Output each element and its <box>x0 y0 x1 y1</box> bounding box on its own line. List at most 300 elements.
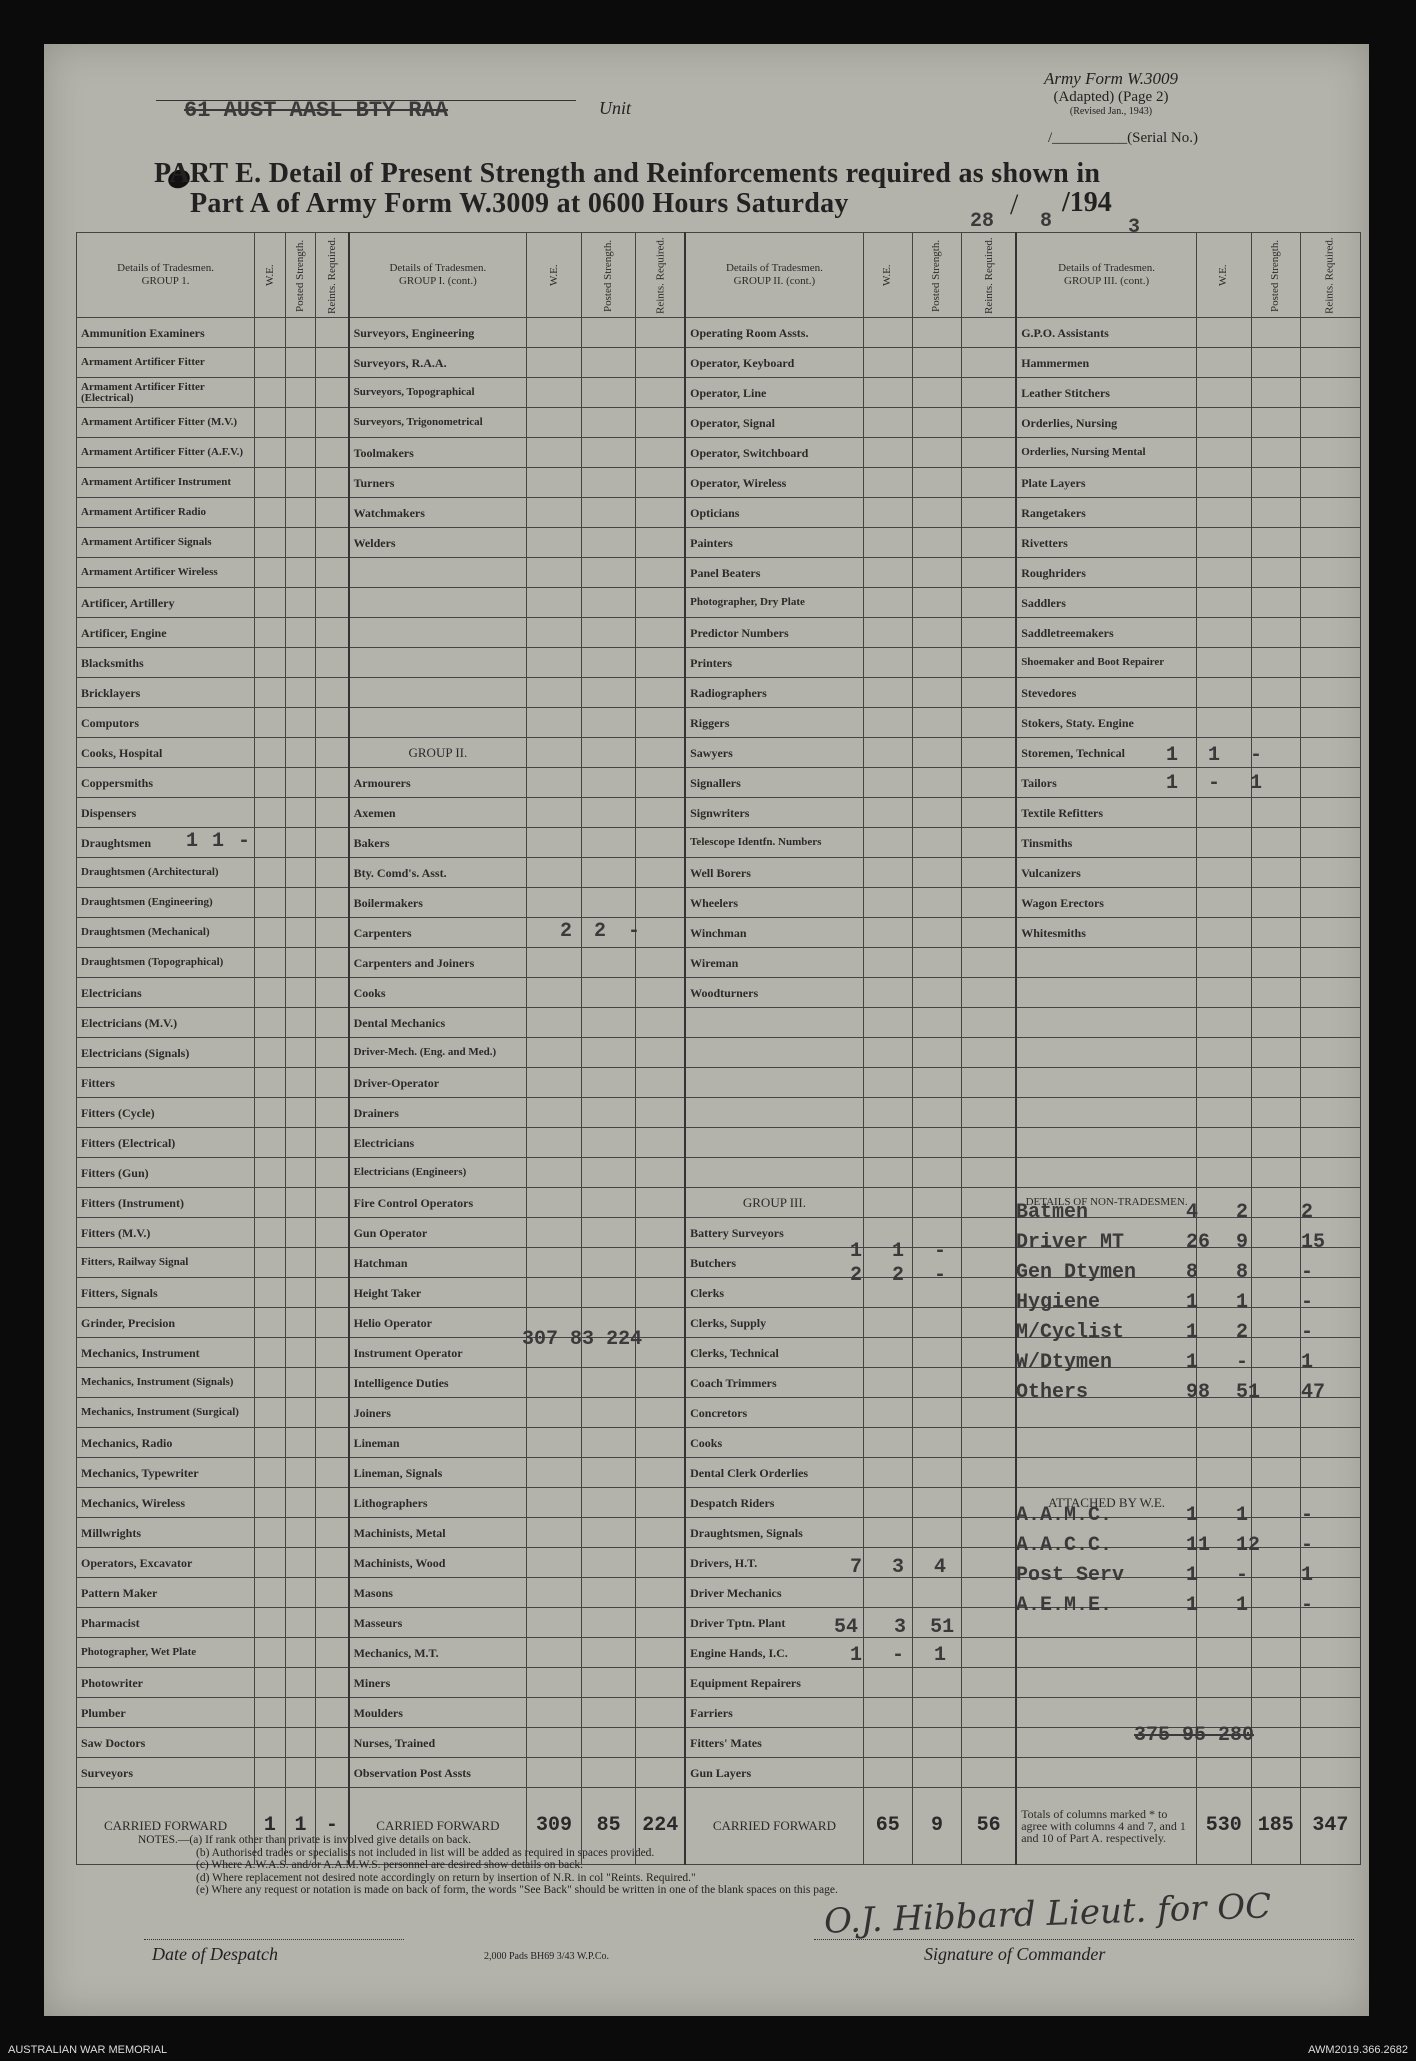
count-cell[interactable] <box>581 498 636 528</box>
count-cell[interactable] <box>1300 1458 1360 1488</box>
count-cell[interactable] <box>316 1548 349 1578</box>
count-cell[interactable] <box>527 348 582 378</box>
count-cell[interactable] <box>962 678 1017 708</box>
count-cell[interactable] <box>527 1698 582 1728</box>
count-cell[interactable] <box>1300 768 1360 798</box>
count-cell[interactable] <box>863 738 912 768</box>
count-cell[interactable] <box>863 1008 912 1038</box>
count-cell[interactable] <box>1196 558 1251 588</box>
count-cell[interactable] <box>255 318 286 348</box>
count-cell[interactable] <box>527 858 582 888</box>
count-cell[interactable] <box>962 378 1017 408</box>
count-cell[interactable] <box>581 828 636 858</box>
count-cell[interactable] <box>316 1368 349 1398</box>
count-cell[interactable] <box>962 648 1017 678</box>
count-cell[interactable] <box>636 1758 685 1788</box>
count-cell[interactable] <box>962 1758 1017 1788</box>
count-cell[interactable] <box>285 1668 316 1698</box>
count-cell[interactable] <box>527 948 582 978</box>
count-cell[interactable] <box>1300 378 1360 408</box>
count-cell[interactable] <box>912 318 961 348</box>
count-cell[interactable] <box>863 1128 912 1158</box>
count-cell[interactable] <box>1251 948 1300 978</box>
count-cell[interactable] <box>285 1488 316 1518</box>
count-cell[interactable] <box>255 918 286 948</box>
count-cell[interactable] <box>863 708 912 738</box>
count-cell[interactable] <box>316 798 349 828</box>
count-cell[interactable] <box>1251 588 1300 618</box>
count-cell[interactable] <box>316 858 349 888</box>
count-cell[interactable] <box>581 1668 636 1698</box>
count-cell[interactable] <box>285 738 316 768</box>
count-cell[interactable] <box>285 1368 316 1398</box>
count-cell[interactable] <box>316 1698 349 1728</box>
count-cell[interactable] <box>285 1338 316 1368</box>
count-cell[interactable] <box>1196 1038 1251 1068</box>
count-cell[interactable] <box>962 1008 1017 1038</box>
count-cell[interactable] <box>1300 1698 1360 1728</box>
count-cell[interactable] <box>636 768 685 798</box>
count-cell[interactable] <box>255 1518 286 1548</box>
count-cell[interactable] <box>285 1158 316 1188</box>
count-cell[interactable] <box>1300 348 1360 378</box>
count-cell[interactable] <box>527 828 582 858</box>
count-cell[interactable] <box>285 498 316 528</box>
count-cell[interactable] <box>863 1728 912 1758</box>
count-cell[interactable] <box>636 318 685 348</box>
count-cell[interactable] <box>316 1068 349 1098</box>
count-cell[interactable] <box>912 648 961 678</box>
count-cell[interactable] <box>636 1278 685 1308</box>
count-cell[interactable] <box>636 1188 685 1218</box>
count-cell[interactable] <box>1300 828 1360 858</box>
count-cell[interactable] <box>912 378 961 408</box>
count-cell[interactable] <box>636 1098 685 1128</box>
count-cell[interactable] <box>1251 708 1300 738</box>
count-cell[interactable] <box>316 1338 349 1368</box>
count-cell[interactable] <box>962 1128 1017 1158</box>
count-cell[interactable] <box>1196 708 1251 738</box>
count-cell[interactable] <box>316 618 349 648</box>
count-cell[interactable] <box>1196 468 1251 498</box>
count-cell[interactable] <box>962 768 1017 798</box>
count-cell[interactable] <box>912 468 961 498</box>
count-cell[interactable] <box>636 1698 685 1728</box>
count-cell[interactable] <box>636 1218 685 1248</box>
count-cell[interactable] <box>636 1608 685 1638</box>
count-cell[interactable] <box>527 708 582 738</box>
count-cell[interactable] <box>912 1068 961 1098</box>
count-cell[interactable] <box>1196 588 1251 618</box>
count-cell[interactable] <box>581 1548 636 1578</box>
count-cell[interactable] <box>285 1128 316 1158</box>
count-cell[interactable] <box>962 588 1017 618</box>
count-cell[interactable] <box>527 768 582 798</box>
count-cell[interactable] <box>285 858 316 888</box>
count-cell[interactable] <box>316 1758 349 1788</box>
count-cell[interactable] <box>636 1398 685 1428</box>
count-cell[interactable] <box>1251 918 1300 948</box>
count-cell[interactable] <box>1251 1248 1300 1278</box>
count-cell[interactable] <box>527 888 582 918</box>
count-cell[interactable] <box>1196 1668 1251 1698</box>
count-cell[interactable] <box>1251 1488 1300 1518</box>
count-cell[interactable] <box>255 378 286 408</box>
count-cell[interactable] <box>912 438 961 468</box>
count-cell[interactable] <box>912 1368 961 1398</box>
count-cell[interactable] <box>316 438 349 468</box>
count-cell[interactable] <box>255 768 286 798</box>
count-cell[interactable] <box>255 1638 286 1668</box>
count-cell[interactable] <box>285 1638 316 1668</box>
count-cell[interactable] <box>636 1428 685 1458</box>
count-cell[interactable] <box>1300 678 1360 708</box>
count-cell[interactable] <box>1196 1428 1251 1458</box>
count-cell[interactable] <box>863 1158 912 1188</box>
count-cell[interactable] <box>581 1488 636 1518</box>
count-cell[interactable] <box>1196 888 1251 918</box>
count-cell[interactable] <box>527 1368 582 1398</box>
count-cell[interactable] <box>912 618 961 648</box>
count-cell[interactable] <box>316 1248 349 1278</box>
count-cell[interactable] <box>912 528 961 558</box>
count-cell[interactable] <box>863 468 912 498</box>
count-cell[interactable] <box>285 468 316 498</box>
count-cell[interactable] <box>962 978 1017 1008</box>
count-cell[interactable] <box>527 798 582 828</box>
count-cell[interactable] <box>912 1578 961 1608</box>
count-cell[interactable] <box>912 1188 961 1218</box>
count-cell[interactable] <box>1251 1098 1300 1128</box>
count-cell[interactable] <box>581 618 636 648</box>
count-cell[interactable] <box>285 1278 316 1308</box>
count-cell[interactable] <box>863 1428 912 1458</box>
count-cell[interactable] <box>636 498 685 528</box>
count-cell[interactable] <box>1251 1278 1300 1308</box>
count-cell[interactable] <box>962 438 1017 468</box>
count-cell[interactable] <box>285 378 316 408</box>
count-cell[interactable] <box>581 1638 636 1668</box>
count-cell[interactable] <box>1251 1188 1300 1218</box>
count-cell[interactable] <box>316 1128 349 1158</box>
count-cell[interactable] <box>962 348 1017 378</box>
count-cell[interactable] <box>1251 1458 1300 1488</box>
count-cell[interactable] <box>863 618 912 648</box>
count-cell[interactable] <box>255 858 286 888</box>
count-cell[interactable] <box>912 558 961 588</box>
count-cell[interactable] <box>316 1308 349 1338</box>
count-cell[interactable] <box>1300 1728 1360 1758</box>
count-cell[interactable] <box>1300 738 1360 768</box>
count-cell[interactable] <box>962 318 1017 348</box>
count-cell[interactable] <box>1251 348 1300 378</box>
count-cell[interactable] <box>255 1278 286 1308</box>
count-cell[interactable] <box>255 1428 286 1458</box>
count-cell[interactable] <box>285 948 316 978</box>
count-cell[interactable] <box>527 1608 582 1638</box>
count-cell[interactable] <box>1251 1758 1300 1788</box>
count-cell[interactable] <box>255 1158 286 1188</box>
count-cell[interactable] <box>912 588 961 618</box>
count-cell[interactable] <box>863 1668 912 1698</box>
count-cell[interactable] <box>1300 1038 1360 1068</box>
count-cell[interactable] <box>581 978 636 1008</box>
count-cell[interactable] <box>255 618 286 648</box>
count-cell[interactable] <box>962 708 1017 738</box>
count-cell[interactable] <box>863 318 912 348</box>
count-cell[interactable] <box>316 498 349 528</box>
count-cell[interactable] <box>285 318 316 348</box>
count-cell[interactable] <box>285 1728 316 1758</box>
count-cell[interactable] <box>255 678 286 708</box>
count-cell[interactable] <box>255 498 286 528</box>
count-cell[interactable] <box>1300 1008 1360 1038</box>
count-cell[interactable] <box>285 918 316 948</box>
count-cell[interactable] <box>527 408 582 438</box>
count-cell[interactable] <box>255 1578 286 1608</box>
count-cell[interactable] <box>581 1578 636 1608</box>
count-cell[interactable] <box>527 978 582 1008</box>
count-cell[interactable] <box>527 1758 582 1788</box>
count-cell[interactable] <box>1300 708 1360 738</box>
count-cell[interactable] <box>962 1098 1017 1128</box>
count-cell[interactable] <box>316 1608 349 1638</box>
count-cell[interactable] <box>285 1188 316 1218</box>
count-cell[interactable] <box>962 1668 1017 1698</box>
count-cell[interactable] <box>316 648 349 678</box>
count-cell[interactable] <box>1251 648 1300 678</box>
count-cell[interactable] <box>636 1158 685 1188</box>
count-cell[interactable] <box>581 1068 636 1098</box>
count-cell[interactable] <box>1251 1428 1300 1458</box>
count-cell[interactable] <box>285 438 316 468</box>
count-cell[interactable] <box>285 588 316 618</box>
count-cell[interactable] <box>1196 318 1251 348</box>
count-cell[interactable] <box>255 1248 286 1278</box>
count-cell[interactable] <box>912 858 961 888</box>
count-cell[interactable] <box>1251 858 1300 888</box>
count-cell[interactable] <box>636 528 685 558</box>
count-cell[interactable] <box>316 1668 349 1698</box>
count-cell[interactable] <box>316 1008 349 1038</box>
count-cell[interactable] <box>863 558 912 588</box>
count-cell[interactable] <box>1300 918 1360 948</box>
count-cell[interactable] <box>1196 828 1251 858</box>
count-cell[interactable] <box>912 1488 961 1518</box>
count-cell[interactable] <box>581 1398 636 1428</box>
count-cell[interactable] <box>1196 348 1251 378</box>
count-cell[interactable] <box>863 828 912 858</box>
count-cell[interactable] <box>285 528 316 558</box>
count-cell[interactable] <box>1300 858 1360 888</box>
count-cell[interactable] <box>962 1728 1017 1758</box>
count-cell[interactable] <box>1300 1638 1360 1668</box>
count-cell[interactable] <box>912 978 961 1008</box>
count-cell[interactable] <box>962 1698 1017 1728</box>
count-cell[interactable] <box>1300 528 1360 558</box>
count-cell[interactable] <box>316 1728 349 1758</box>
count-cell[interactable] <box>285 1248 316 1278</box>
count-cell[interactable] <box>1251 1008 1300 1038</box>
count-cell[interactable] <box>962 1068 1017 1098</box>
count-cell[interactable] <box>863 1458 912 1488</box>
count-cell[interactable] <box>912 768 961 798</box>
count-cell[interactable] <box>255 648 286 678</box>
count-cell[interactable] <box>285 828 316 858</box>
count-cell[interactable] <box>1251 1638 1300 1668</box>
count-cell[interactable] <box>962 1608 1017 1638</box>
count-cell[interactable] <box>636 1038 685 1068</box>
count-cell[interactable] <box>962 558 1017 588</box>
count-cell[interactable] <box>527 678 582 708</box>
count-cell[interactable] <box>912 798 961 828</box>
count-cell[interactable] <box>1251 378 1300 408</box>
count-cell[interactable] <box>527 1578 582 1608</box>
count-cell[interactable] <box>581 1248 636 1278</box>
count-cell[interactable] <box>285 1548 316 1578</box>
count-cell[interactable] <box>1196 678 1251 708</box>
count-cell[interactable] <box>527 618 582 648</box>
count-cell[interactable] <box>285 408 316 438</box>
count-cell[interactable] <box>255 1668 286 1698</box>
count-cell[interactable] <box>1300 798 1360 828</box>
count-cell[interactable] <box>1300 318 1360 348</box>
count-cell[interactable] <box>863 528 912 558</box>
count-cell[interactable] <box>863 1068 912 1098</box>
count-cell[interactable] <box>962 528 1017 558</box>
count-cell[interactable] <box>285 1038 316 1068</box>
count-cell[interactable] <box>636 1338 685 1368</box>
count-cell[interactable] <box>636 1548 685 1578</box>
count-cell[interactable] <box>863 798 912 828</box>
count-cell[interactable] <box>255 1548 286 1578</box>
count-cell[interactable] <box>527 378 582 408</box>
count-cell[interactable] <box>1251 1668 1300 1698</box>
count-cell[interactable] <box>1300 1758 1360 1788</box>
count-cell[interactable] <box>581 948 636 978</box>
count-cell[interactable] <box>581 1008 636 1038</box>
count-cell[interactable] <box>962 1578 1017 1608</box>
count-cell[interactable] <box>636 858 685 888</box>
count-cell[interactable] <box>285 558 316 588</box>
count-cell[interactable] <box>316 1578 349 1608</box>
count-cell[interactable] <box>1196 528 1251 558</box>
count-cell[interactable] <box>1196 618 1251 648</box>
count-cell[interactable] <box>912 1308 961 1338</box>
count-cell[interactable] <box>316 1188 349 1218</box>
count-cell[interactable] <box>285 1098 316 1128</box>
count-cell[interactable] <box>1300 1428 1360 1458</box>
count-cell[interactable] <box>636 1728 685 1758</box>
count-cell[interactable] <box>316 1518 349 1548</box>
count-cell[interactable] <box>316 1638 349 1668</box>
count-cell[interactable] <box>316 708 349 738</box>
count-cell[interactable] <box>636 1668 685 1698</box>
count-cell[interactable] <box>581 648 636 678</box>
count-cell[interactable] <box>581 858 636 888</box>
count-cell[interactable] <box>581 888 636 918</box>
count-cell[interactable] <box>912 1158 961 1188</box>
count-cell[interactable] <box>636 558 685 588</box>
count-cell[interactable] <box>863 1758 912 1788</box>
count-cell[interactable] <box>962 1488 1017 1518</box>
count-cell[interactable] <box>316 1038 349 1068</box>
count-cell[interactable] <box>863 1338 912 1368</box>
count-cell[interactable] <box>527 1098 582 1128</box>
count-cell[interactable] <box>316 948 349 978</box>
count-cell[interactable] <box>255 1728 286 1758</box>
count-cell[interactable] <box>255 438 286 468</box>
count-cell[interactable] <box>636 1488 685 1518</box>
count-cell[interactable] <box>636 948 685 978</box>
count-cell[interactable] <box>316 888 349 918</box>
count-cell[interactable] <box>962 1458 1017 1488</box>
count-cell[interactable] <box>863 1368 912 1398</box>
count-cell[interactable] <box>285 1758 316 1788</box>
count-cell[interactable] <box>863 648 912 678</box>
count-cell[interactable] <box>1251 1128 1300 1158</box>
count-cell[interactable] <box>636 978 685 1008</box>
count-cell[interactable] <box>527 1128 582 1158</box>
count-cell[interactable] <box>581 1218 636 1248</box>
count-cell[interactable] <box>581 1128 636 1158</box>
count-cell[interactable] <box>1251 1308 1300 1338</box>
count-cell[interactable] <box>316 978 349 1008</box>
count-cell[interactable] <box>255 1188 286 1218</box>
count-cell[interactable] <box>255 1458 286 1488</box>
count-cell[interactable] <box>1300 498 1360 528</box>
count-cell[interactable] <box>1196 1158 1251 1188</box>
count-cell[interactable] <box>285 1398 316 1428</box>
count-cell[interactable] <box>581 678 636 708</box>
count-cell[interactable] <box>962 888 1017 918</box>
count-cell[interactable] <box>581 438 636 468</box>
count-cell[interactable] <box>1196 1698 1251 1728</box>
count-cell[interactable] <box>527 648 582 678</box>
count-cell[interactable] <box>912 948 961 978</box>
count-cell[interactable] <box>863 858 912 888</box>
count-cell[interactable] <box>1300 888 1360 918</box>
count-cell[interactable] <box>636 1638 685 1668</box>
count-cell[interactable] <box>636 1458 685 1488</box>
count-cell[interactable] <box>1196 1638 1251 1668</box>
count-cell[interactable] <box>636 1128 685 1158</box>
count-cell[interactable] <box>581 1188 636 1218</box>
count-cell[interactable] <box>527 1218 582 1248</box>
count-cell[interactable] <box>912 498 961 528</box>
count-cell[interactable] <box>581 528 636 558</box>
count-cell[interactable] <box>863 1188 912 1218</box>
count-cell[interactable] <box>1251 558 1300 588</box>
count-cell[interactable] <box>581 1038 636 1068</box>
count-cell[interactable] <box>863 1518 912 1548</box>
count-cell[interactable] <box>316 1158 349 1188</box>
count-cell[interactable] <box>255 1308 286 1338</box>
count-cell[interactable] <box>912 1668 961 1698</box>
count-cell[interactable] <box>962 738 1017 768</box>
count-cell[interactable] <box>527 1638 582 1668</box>
count-cell[interactable] <box>636 378 685 408</box>
count-cell[interactable] <box>912 888 961 918</box>
count-cell[interactable] <box>316 1398 349 1428</box>
count-cell[interactable] <box>255 708 286 738</box>
count-cell[interactable] <box>527 738 582 768</box>
count-cell[interactable] <box>527 468 582 498</box>
count-cell[interactable] <box>636 738 685 768</box>
count-cell[interactable] <box>1251 1338 1300 1368</box>
count-cell[interactable] <box>527 588 582 618</box>
count-cell[interactable] <box>912 1758 961 1788</box>
